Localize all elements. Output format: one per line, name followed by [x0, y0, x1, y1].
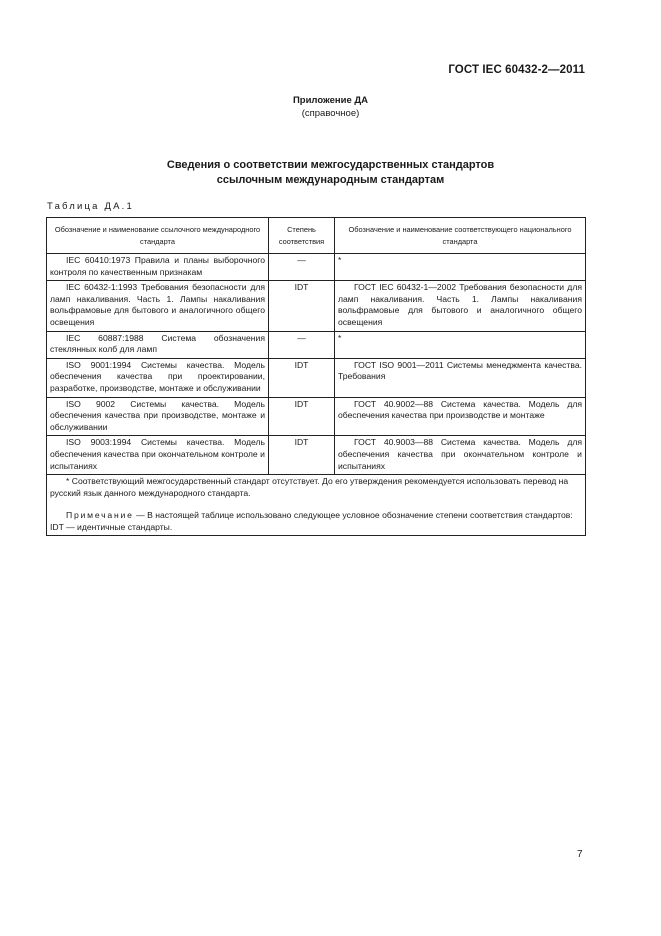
appendix-heading [0, 94, 661, 120]
note-text: — В настоящей таблице использовано следующее условное обозначение степени соответствия стандартов: [133, 510, 573, 521]
intl-standard-cell: IEC 60410:1973 Правила и планы выборочного контроля по качественным признакам [47, 254, 269, 281]
table-footer-row [47, 475, 586, 536]
section-title-line-1: Сведения о соответствии межгосударственных стандартов [166, 159, 495, 171]
section-title [0, 158, 661, 188]
national-standard-cell: ГОСТ IEC 60432-1—2002 Требования безопасности для ламп накаливания. Часть 1. Лампы накаливания вольфрамовые для бытового и аналогичного общего освещения [335, 281, 586, 331]
note-paragraph [50, 510, 582, 522]
table-row [47, 254, 586, 281]
intl-standard-cell: IEC 60432-1:1993 Требования безопасности для ламп накаливания. Часть 1. Лампы накаливания вольфрамовые для бытового и аналогичного общего освещения [47, 281, 269, 331]
note-idt-definition: IDT — идентичные стандарты. [50, 521, 173, 532]
intl-standard-cell: ISO 9002 Системы качества. Модель обеспечения качества при производстве, монтаже и обслуживании [47, 397, 269, 436]
page-number: 7 [577, 849, 583, 860]
section-title-line-2: ссылочным международным стандартам [216, 174, 445, 186]
header-degree: Степень соответствия [269, 218, 335, 254]
table-caption: Таблица ДА.1 [47, 201, 134, 212]
degree-cell: — [269, 331, 335, 358]
table-row [47, 397, 586, 436]
table-row [47, 436, 586, 475]
degree-cell: IDT [269, 281, 335, 331]
intl-standard-cell: ISO 9001:1994 Системы качества. Модель обеспечения качества при проектировании, разработке, производстве, монтаже и обслуживании [47, 358, 269, 397]
table-row [47, 331, 586, 358]
national-standard-cell: * [335, 331, 586, 358]
degree-cell: — [269, 254, 335, 281]
national-standard-cell: ГОСТ 40.9003—88 Система качества. Модель для обеспечения качества при окончательном контроле и испытаниях [335, 436, 586, 475]
note-label: Примечание [66, 510, 134, 521]
table-row [47, 281, 586, 331]
degree-cell: IDT [269, 397, 335, 436]
national-standard-cell: * [335, 254, 586, 281]
national-standard-cell: ГОСТ 40.9002—88 Система качества. Модель для обеспечения качества при производстве и монтаже [335, 397, 586, 436]
intl-standard-cell: ISO 9003:1994 Системы качества. Модель обеспечения качества при окончательном контроле и испытаниях [47, 436, 269, 475]
table-row [47, 358, 586, 397]
national-standard-cell: ГОСТ ISO 9001—2011 Системы менеджмента качества. Требования [335, 358, 586, 397]
table-footnote-cell [47, 475, 586, 536]
header-intl-standard: Обозначение и наименование ссылочного международного стандарта [47, 218, 269, 254]
correspondence-table [46, 217, 586, 536]
table-header-row [47, 218, 586, 254]
degree-cell: IDT [269, 358, 335, 397]
degree-cell: IDT [269, 436, 335, 475]
intl-standard-cell: IEC 60887:1988 Система обозначения стеклянных колб для ламп [47, 331, 269, 358]
footnote-text: * Соответствующий межгосударственный стандарт отсутствует. До его утверждения рекомендуется использовать перевод на русский язык данного международного стандарта. [50, 476, 569, 498]
appendix-title: Приложение ДА [292, 95, 369, 106]
appendix-subtitle: (справочное) [301, 108, 360, 119]
header-national-standard: Обозначение и наименование соответствующего национального стандарта [335, 218, 586, 254]
document-designation: ГОСТ IEC 60432-2—2011 [448, 64, 585, 76]
